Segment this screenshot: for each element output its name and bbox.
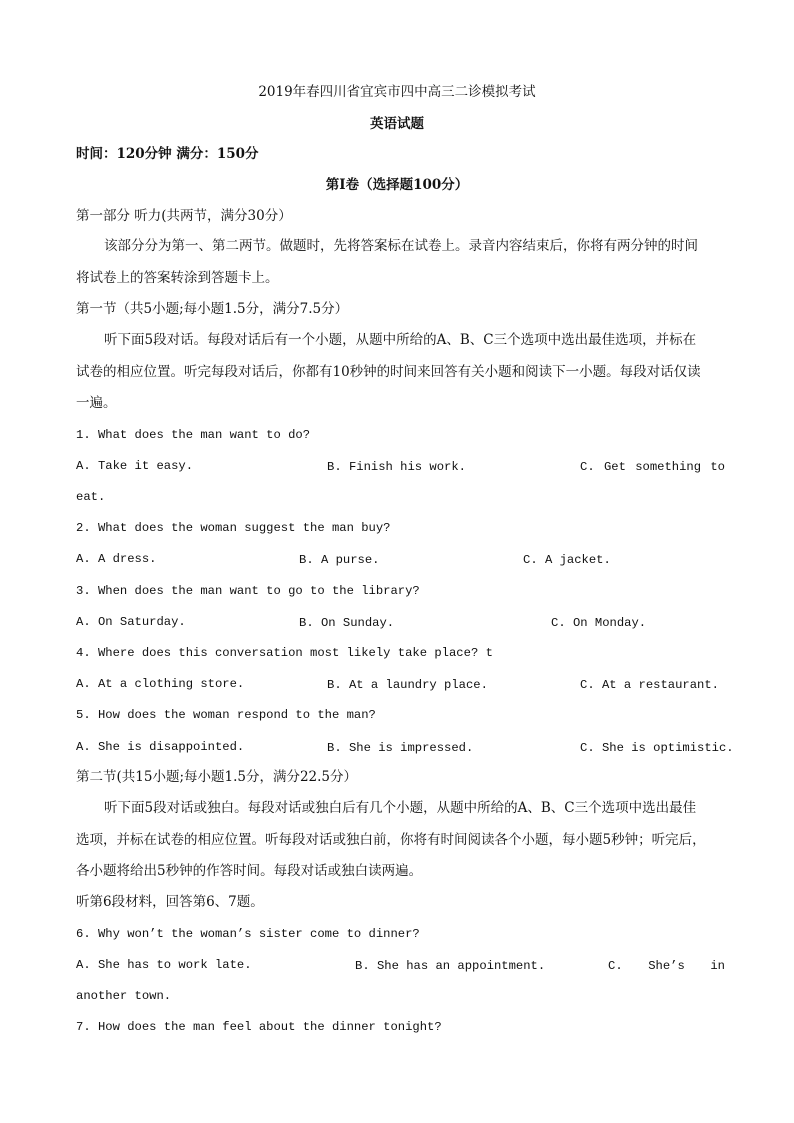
q6-option-c-continued: another town. bbox=[76, 989, 172, 1003]
q6-option-a: A. She has to work late. bbox=[76, 958, 252, 972]
material-6-heading: 听第6段材料，回答第6、7题。 bbox=[76, 894, 264, 910]
section2-instr-line2: 选项，并标在试卷的相应位置。听每段对话或独白前，你将有时间阅读各个小题，每小题5秒钟；听完后， bbox=[76, 832, 706, 848]
q5-option-b: B. She is impressed. bbox=[327, 741, 474, 755]
section2-instr-line1: 听下面5段对话或独白。每段对话或独白后有几个小题，从题中所给的A、B、C三个选项中选出最佳 bbox=[104, 800, 697, 816]
section1-instr-line3: 一遍。 bbox=[76, 395, 117, 411]
q5-option-c: C. She is optimistic. bbox=[580, 741, 734, 755]
q1-option-c bbox=[580, 460, 725, 474]
part1-heading: 第一部分 听力(共两节，满分30分） bbox=[76, 208, 292, 224]
section1-heading: 第一节（共5小题;每小题1.5分，满分7.5分） bbox=[76, 301, 349, 317]
q1-option-c-continued: eat. bbox=[76, 490, 106, 504]
part1-intro-line1: 该部分分为第一、第二两节。做题时，先将答案标在试卷上。录音内容结束后，你将有两分钟的时间 bbox=[104, 238, 698, 254]
question-4: 4. Where does this conversation most likely take place? t bbox=[76, 646, 493, 660]
subject-title: 英语试题 bbox=[370, 116, 424, 132]
q6-option-c-part: in bbox=[710, 959, 725, 973]
question-5: 5. How does the woman respond to the man? bbox=[76, 708, 376, 722]
time-limit: 时间：120分钟 满分：150分 bbox=[76, 146, 259, 162]
section1-instr-line1: 听下面5段对话。每段对话后有一个小题，从题中所给的A、B、C三个选项中选出最佳选项，并标在 bbox=[104, 332, 697, 348]
q3-option-c: C. On Monday. bbox=[551, 616, 647, 630]
q6-option-c bbox=[608, 959, 725, 973]
q6-option-c-part: C. bbox=[608, 959, 623, 973]
q2-option-b: B. A purse. bbox=[299, 553, 380, 567]
question-3: 3. When does the man want to go to the library? bbox=[76, 584, 420, 598]
question-1: 1. What does the man want to do? bbox=[76, 428, 311, 442]
q1-option-b: B. Finish his work. bbox=[327, 460, 466, 474]
exam-title: 2019年春四川省宜宾市四中高三二诊模拟考试 bbox=[258, 84, 536, 100]
q6-option-b: B. She has an appointment. bbox=[355, 959, 546, 973]
section2-instr-line3: 各小题将给出5秒钟的作答时间。每段对话或独白读两遍。 bbox=[76, 863, 423, 879]
volume-title: 第I卷（选择题100分） bbox=[325, 177, 469, 193]
q4-option-b: B. At a laundry place. bbox=[327, 678, 488, 692]
q4-option-a: A. At a clothing store. bbox=[76, 677, 245, 691]
q3-option-b: B. On Sunday. bbox=[299, 616, 395, 630]
question-7: 7. How does the man feel about the dinner tonight? bbox=[76, 1020, 442, 1034]
question-2: 2. What does the woman suggest the man buy? bbox=[76, 521, 391, 535]
q1-option-c-part: C. bbox=[580, 460, 595, 474]
q1-option-c-part: Get bbox=[603, 460, 626, 474]
part1-intro-line2: 将试卷上的答案转涂到答题卡上。 bbox=[76, 270, 279, 286]
q2-option-a: A. A dress. bbox=[76, 552, 157, 566]
q1-option-c-part: to bbox=[710, 460, 725, 474]
q4-option-c: C. At a restaurant. bbox=[580, 678, 719, 692]
q1-option-c-part: something bbox=[635, 460, 702, 474]
q6-option-c-part: She’s bbox=[648, 959, 685, 973]
question-6: 6. Why won’t the woman’s sister come to dinner? bbox=[76, 927, 420, 941]
q1-option-a: A. Take it easy. bbox=[76, 459, 194, 473]
section1-instr-line2: 试卷的相应位置。听完每段对话后，你都有10秒钟的时间来回答有关小题和阅读下一小题。每段对话仅读 bbox=[76, 364, 701, 380]
section2-heading: 第二节(共15小题;每小题1.5分，满分22.5分） bbox=[76, 769, 358, 785]
q5-option-a: A. She is disappointed. bbox=[76, 740, 245, 754]
q2-option-c: C. A jacket. bbox=[523, 553, 611, 567]
q3-option-a: A. On Saturday. bbox=[76, 615, 186, 629]
